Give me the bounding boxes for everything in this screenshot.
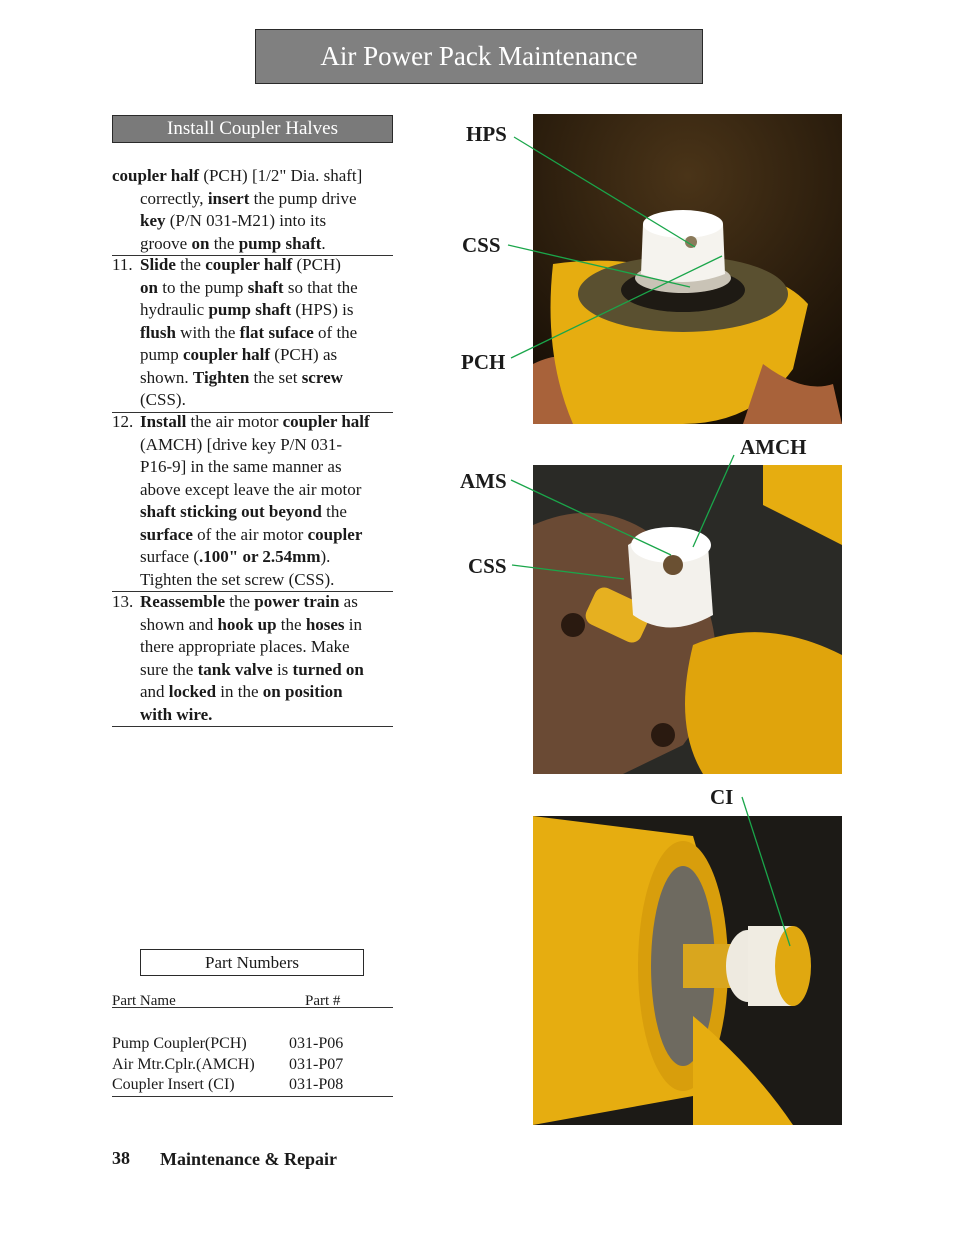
step-12: 12. Install the air motor coupler half (AMCH) [drive key P/N 031- P16-9] in the same manner as above except leave the air motor shaft sticking out beyond the surface of the air motor coupler surface (.100" or 2.54mm). Tighten the set screw (CSS). — [112, 411, 393, 592]
label-amch: AMCH — [740, 435, 807, 459]
label-css-top: CSS — [462, 233, 501, 257]
col-part-number: Part # — [305, 993, 341, 1009]
photo-pump-coupler — [533, 114, 842, 424]
table-row: Pump Coupler(PCH) 031-P06 — [112, 1035, 344, 1052]
step-10: coupler half (PCH) [1/2" Dia. shaft] correctly, insert the pump drive key (P/N 031-M21) into its groove on the pump shaft. — [112, 165, 393, 256]
label-css-middle: CSS — [468, 554, 507, 578]
page-title: Air Power Pack Maintenance — [255, 29, 703, 84]
table-row: Air Mtr.Cplr.(AMCH) 031-P07 — [112, 1055, 344, 1073]
photo-air-motor-coupler — [533, 465, 842, 774]
page-number: 38 — [112, 1148, 130, 1168]
section-title: Install Coupler Halves — [112, 115, 393, 143]
table-row: Coupler Insert (CI) 031-P08 — [112, 1076, 344, 1093]
step-13: 13. Reassemble the power train as shown and hook up the hoses in there appropriate places. Make sure the tank valve is turned on and locked in the on position with wire. — [112, 591, 393, 727]
parts-table-header — [112, 993, 393, 1008]
step-11: 11. Slide the coupler half (PCH) on to the pump shaft so that the hydraulic pump shaft (HPS) is flush with the flat suface of the pump coupler half (PCH) as shown. Tighten the set screw (CSS). — [112, 254, 393, 413]
label-ams: AMS — [460, 469, 507, 493]
label-ci: CI — [710, 785, 734, 809]
footer-section: Maintenance & Repair — [160, 1149, 337, 1169]
label-hps: HPS — [466, 122, 507, 146]
photo-coupler-insert — [533, 816, 842, 1125]
label-pch: PCH — [461, 350, 506, 374]
part-numbers-title: Part Numbers — [140, 949, 364, 976]
parts-table — [112, 1034, 393, 1097]
col-part-name: Part Name — [112, 993, 176, 1009]
